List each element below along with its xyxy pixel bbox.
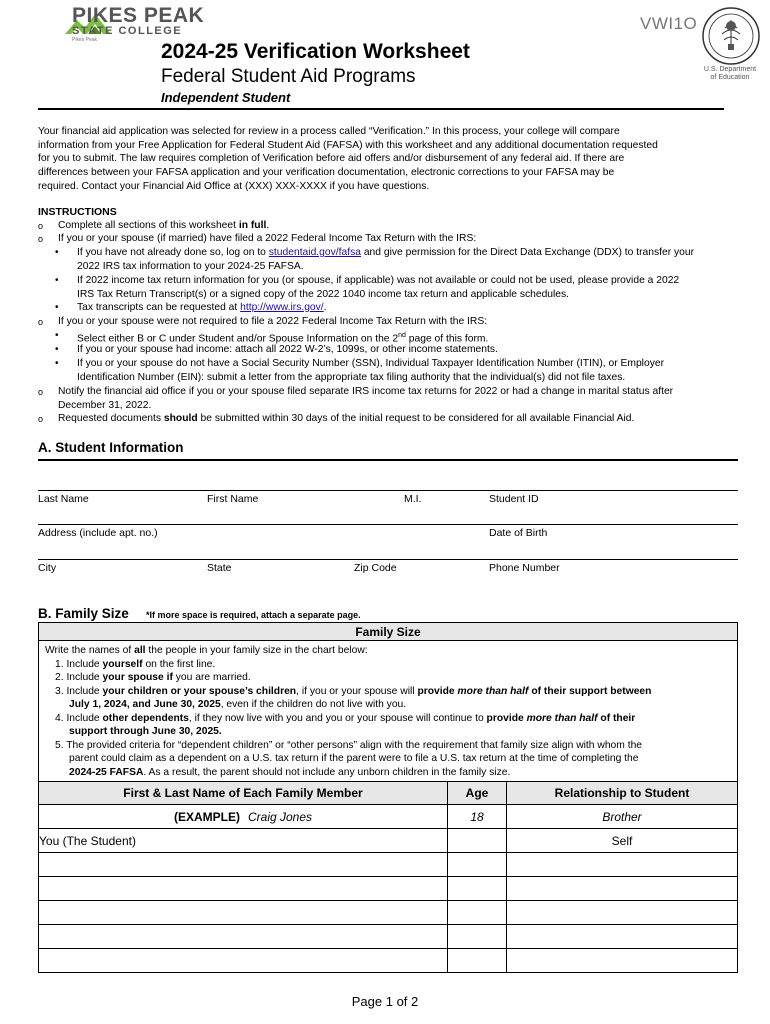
circle-bullet-icon: o — [38, 221, 44, 231]
irs-link[interactable]: http://www.irs.gov/ — [240, 302, 324, 313]
column-header-relationship: Relationship to Student — [507, 782, 738, 805]
bullet-icon: • — [55, 302, 59, 313]
mi-label: M.I. — [404, 493, 422, 505]
self-age-cell[interactable] — [448, 829, 507, 853]
table-row — [39, 853, 738, 877]
form-id: VWI1O — [640, 14, 698, 33]
example-age-cell: 18 — [448, 805, 507, 829]
address-label: Address (include apt. no.) — [38, 527, 158, 539]
studentaid-link[interactable]: studentaid.gov/fafsa — [268, 247, 361, 258]
circle-bullet-icon: o — [38, 234, 44, 244]
zip-label: Zip Code — [354, 562, 397, 574]
circle-bullet-icon: o — [38, 414, 44, 424]
logo-subname: STATE COLLEGE — [72, 25, 183, 37]
age-cell[interactable] — [448, 877, 507, 901]
circle-bullet-icon: o — [38, 317, 44, 327]
phone-label: Phone Number — [489, 562, 560, 574]
student-id-label: Student ID — [489, 493, 539, 505]
intro-paragraph — [38, 125, 738, 194]
bullet-icon: • — [55, 358, 59, 369]
age-cell[interactable] — [448, 925, 507, 949]
relationship-cell[interactable] — [507, 877, 738, 901]
name-cell[interactable] — [39, 925, 448, 949]
table-row — [39, 877, 738, 901]
city-field[interactable] — [38, 559, 738, 560]
example-relationship-cell: Brother — [507, 805, 738, 829]
relationship-cell[interactable] — [507, 949, 738, 973]
self-relationship-cell: Self — [507, 829, 738, 853]
relationship-cell[interactable] — [507, 853, 738, 877]
section-a-divider — [38, 459, 738, 461]
relationship-cell[interactable] — [507, 901, 738, 925]
header-divider — [38, 108, 724, 110]
intro-line: information from your Free Application for Federal Student Aid (FAFSA) with this worksheet and any additional documentation requested — [38, 139, 658, 151]
city-label: City — [38, 562, 57, 574]
section-b-note: *If more space is required, attach a separate page. — [146, 610, 361, 620]
relationship-cell[interactable] — [507, 925, 738, 949]
logo-name: PIKES PEAK — [72, 4, 205, 27]
table-row — [39, 949, 738, 973]
name-cell[interactable] — [39, 901, 448, 925]
intro-line: differences between your FAFSA application and your verification documentation, electronic corrections to your FAFSA may be — [38, 167, 615, 179]
name-cell[interactable] — [39, 877, 448, 901]
student-type: Independent Student — [161, 90, 291, 105]
first-name-label: First Name — [207, 493, 259, 505]
age-cell[interactable] — [448, 901, 507, 925]
logo-tagline: Pikes Peak — [72, 37, 98, 43]
table-row — [39, 901, 738, 925]
column-header-name: First & Last Name of Each Family Member — [39, 782, 448, 805]
address-field[interactable] — [38, 524, 738, 525]
department-seal-icon — [698, 6, 764, 72]
seal-caption-line2: of Education — [710, 74, 750, 81]
dob-label: Date of Birth — [489, 527, 548, 539]
bullet-icon: • — [55, 330, 59, 341]
last-name-field[interactable] — [38, 490, 738, 491]
column-header-age: Age — [448, 782, 507, 805]
state-label: State — [207, 562, 232, 574]
bullet-icon: • — [55, 275, 59, 286]
instructions-heading: INSTRUCTIONS — [38, 206, 117, 218]
table-row-self — [39, 829, 738, 853]
name-cell[interactable] — [39, 949, 448, 973]
page-subtitle: Federal Student Aid Programs — [161, 66, 416, 87]
family-size-table — [38, 622, 738, 973]
bullet-icon: • — [55, 344, 59, 355]
intro-line: required. Contact your Financial Aid Office at (XXX) XXX-XXXX if you have questions. — [38, 180, 430, 192]
table-row — [39, 925, 738, 949]
section-a-heading: A. Student Information — [38, 440, 184, 455]
page-number: Page 1 of 2 — [351, 994, 419, 1009]
age-cell[interactable] — [448, 949, 507, 973]
page-title: 2024-25 Verification Worksheet — [161, 40, 470, 63]
section-b-heading: B. Family Size — [38, 606, 129, 621]
example-name-cell: (EXAMPLE) Craig Jones — [39, 805, 448, 829]
bullet-icon: • — [55, 247, 59, 258]
age-cell[interactable] — [448, 853, 507, 877]
table-row-example — [39, 805, 738, 829]
intro-line: for you to submit. The law requires completion of Verification before aid offers and/or disbursement of any federal aid. If there are — [38, 153, 625, 165]
circle-bullet-icon: o — [38, 387, 44, 397]
family-size-title: Family Size — [39, 623, 738, 641]
last-name-label: Last Name — [38, 493, 89, 505]
family-size-instructions: Write the names of all the people in your family size in the chart below: 1. Include yourself on the first line. 2. Include your spouse if you are married. 3. Include your children or your spouse’s children, if you or your spouse will provide more than half of their support between July 1, 2024, and June 30, 2025, even if the children do not live with you. 4. Include other dependents, if they now live with you and you or your spouse will continue to provide more than half of their support through June 30, 2025. 5. The provided criteria for “dependent children” or “other persons” align with the requirement that family size align with whom the parent could claim as a dependent on a U.S. tax return if the parent were to file a U.S. tax return at the time of completing the 2024-25 FAFSA. As a result, the parent should not include any unborn children in the family size. — [39, 641, 738, 782]
name-cell[interactable] — [39, 853, 448, 877]
self-name-cell: You (The Student) — [39, 829, 448, 853]
intro-line: Your financial aid application was selected for review in a process called “Verification.” In this process, your college will compare — [38, 126, 620, 137]
seal-caption-line1: U.S. Department — [703, 66, 757, 73]
